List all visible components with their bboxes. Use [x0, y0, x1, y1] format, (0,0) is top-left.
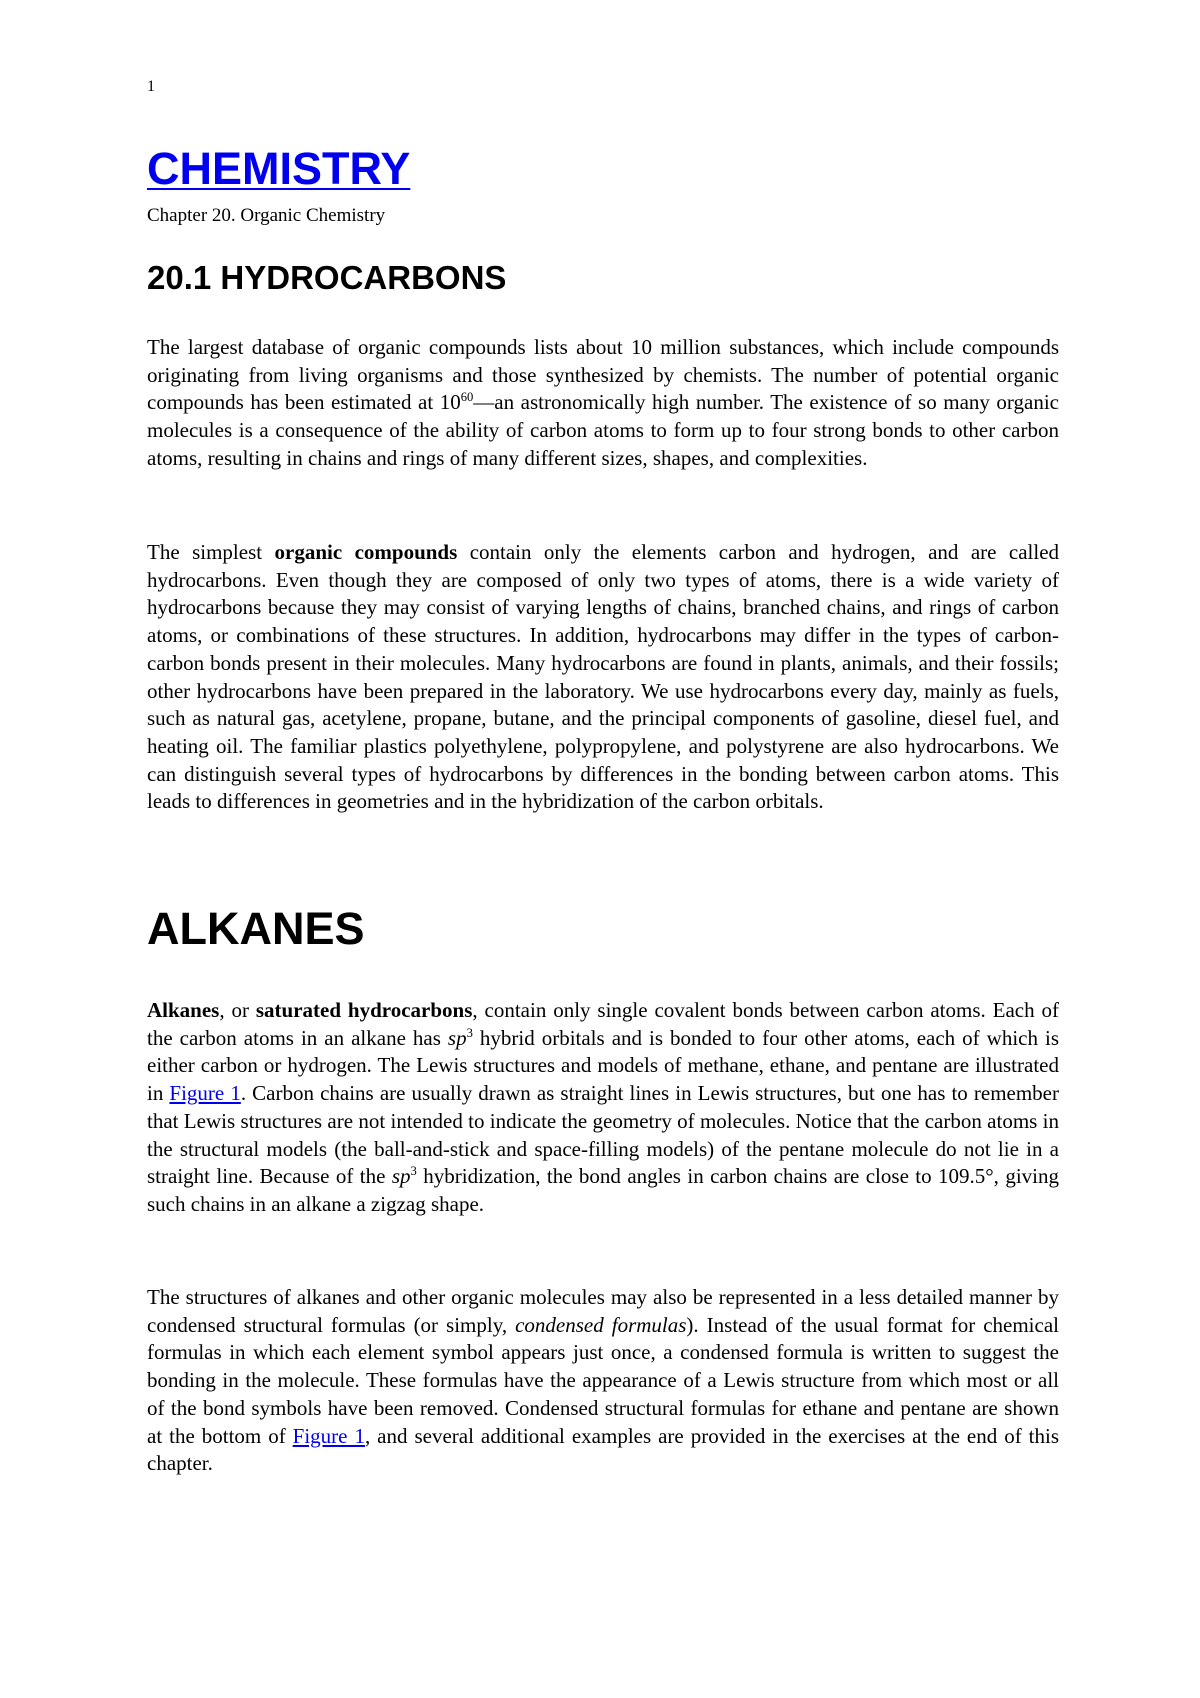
paragraph-condensed-formulas	[147, 1284, 1059, 1478]
p2-pre: The simplest	[147, 540, 275, 564]
figure-1-link-2[interactable]: Figure 1	[292, 1423, 365, 1448]
p4-text-2: ). Instead of the usual format for chemical formulas in which each element symbol appears just once, a condensed formula is written to suggest the bonding in the molecule. These formulas have the appearance of a Lewis structure from which most or all of the bond symbols have been removed. Condensed structural formulas for ethane and pentane are shown at the bottom of	[147, 1312, 1059, 1448]
page-number: 1	[147, 78, 155, 95]
p3-term-saturated: saturated hydrocarbons	[255, 998, 473, 1022]
p3-text-5: hybridization, the bond angles in carbon chains are close to 109.5°, giving such chains in an alkane a zigzag shape.	[147, 1164, 1059, 1216]
p3-text-2: , contain only single covalent bonds between carbon atoms. Each of the carbon atoms in an alkane has	[147, 998, 1059, 1050]
p3-text-4: . Carbon chains are usually drawn as straight lines in Lewis structures, but one has to remember that Lewis structures are not intended to indicate the geometry of molecules. Notice that the carbon atoms in the structural models (the ball-and-stick and space-filling models) of the pentane molecule do not lie in a straight line. Because of the	[147, 1081, 1059, 1189]
section-heading-hydrocarbons: 20.1 HYDROCARBONS	[147, 259, 507, 296]
p2-post: contain only the elements carbon and hydrogen, and are called hydrocarbons. Even though they are composed of only two types of atoms, there is a wide variety of hydrocarbons because they may consist of varying lengths of chains, branched chains, and rings of carbon atoms, or combinations of these structures. In addition, hydrocarbons may differ in the types of carbon-carbon bonds present in their molecules. Many hydrocarbons are found in plants, animals, and their fossils; other hydrocarbons have been prepared in the laboratory. We use hydrocarbons every day, mainly as fuels, such as natural gas, acetylene, propane, butane, and the principal components of gasoline, diesel fuel, and heating oil. The familiar plastics polyethylene, polypropylene, and polystyrene are also hydrocarbons. We can distinguish several types of hydrocarbons by differences in the bonding between carbon atoms. This leads to differences in geometries and in the hybridization of the carbon orbitals.	[147, 540, 1060, 814]
p3-sp-superscript-1: 3	[466, 1025, 473, 1040]
paragraph-simplest-compounds	[147, 539, 1059, 816]
p1-exponent: 60	[460, 390, 474, 405]
p4-text-1: The structures of alkanes and other organic molecules may also be represented in a less detailed manner by condensed structural formulas (or simply,	[147, 1285, 1059, 1337]
p1-text: The largest database of organic compounds lists about 10 million substances, which include compounds originating from living organisms and those synthesized by chemists. The number of potential organic compounds has been estimated at 10	[147, 335, 1059, 415]
p3-sp-italic-1: sp	[447, 1025, 467, 1050]
p4-text-3: , and several additional examples are provided in the exercises at the end of this chapter.	[147, 1423, 1059, 1476]
p1-text-cont: —an astronomically high number. The existence of so many organic molecules is a consequence of the ability of carbon atoms to form up to four strong bonds to other carbon atoms, resulting in chains and rings of many different sizes, shapes, and complexities.	[147, 390, 1059, 470]
p4-term-condensed-formulas: condensed formulas	[515, 1312, 687, 1337]
document-title-link[interactable]: CHEMISTRY	[147, 143, 411, 194]
alkanes-heading: ALKANES	[147, 903, 365, 954]
p3-sp-italic-2: sp	[391, 1164, 411, 1189]
p3-term-alkanes: Alkanes	[147, 998, 220, 1022]
p3-sp-superscript-2: 3	[410, 1164, 417, 1179]
paragraph-alkanes	[147, 997, 1059, 1219]
figure-1-link[interactable]: Figure 1	[169, 1081, 241, 1106]
p3-text-3: hybrid orbitals and is bonded to four other atoms, each of which is either carbon or hydrogen. The Lewis structures and models of methane, ethane, and pentane are illustrated in	[147, 1025, 1059, 1106]
chapter-subtitle: Chapter 20. Organic Chemistry	[147, 205, 386, 226]
p2-term-organic-compounds: organic compounds	[274, 540, 458, 564]
p3-text-1: , or	[219, 998, 256, 1022]
paragraph-database	[147, 334, 1059, 473]
